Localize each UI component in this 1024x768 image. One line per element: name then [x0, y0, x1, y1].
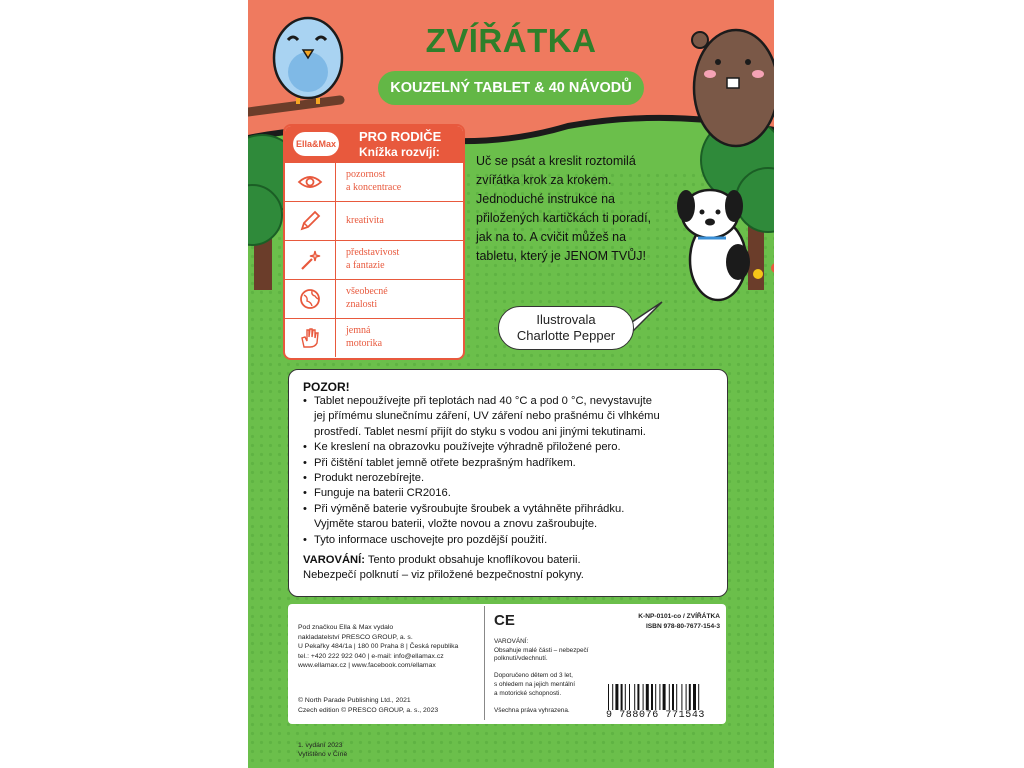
imprint-panel — [288, 604, 726, 759]
skill-label: kreativita — [346, 215, 384, 226]
copyright-lines: © North Parade Publishing Ltd., 2021 Czech edition © PRESCO GROUP, a. s., 2023 — [298, 697, 439, 714]
illustrator-credit: Ilustrovala Charlotte Pepper — [516, 312, 616, 343]
magic-wand-icon — [285, 241, 336, 279]
warning-item: • Tablet nepoužívejte při teplotách nad 40 °C a pod 0 °C, nevystavujte jej přímému slunečnímu záření, UV záření nebo prašnému či vlhkému prostředí. Tablet nesmí přijít do styku s vodou ani jinými tekutinami. — [303, 394, 721, 440]
intro-text: Uč se psát a kreslit roztomilá zvířátka krok za krokem. Jednoduché instrukce na přiložených kartičkách ti poradí, jak na to. A cvičit můžeš na tabletu, který je JENOM TVŮJ! — [476, 154, 652, 263]
skill-label: všeobecné znalosti — [346, 286, 388, 310]
warning-item: • Při výměně baterie vyšroubujte šroubek a vytáhněte přihrádku. Vyjměte starou baterii, vložte novou a znovu zašroubujte. — [303, 502, 721, 533]
skill-label: představivost a fantazie — [346, 247, 400, 271]
barcode-bars — [606, 684, 720, 710]
book-cover — [248, 0, 774, 768]
eye-icon — [285, 163, 336, 201]
parents-panel-header — [285, 126, 463, 162]
parents-subheading: Knížka rozvíjí: — [359, 145, 440, 159]
warning-label: VAROVÁNÍ: — [303, 554, 365, 566]
skill-label: pozornost a koncentrace — [346, 169, 402, 193]
warning-item: • Produkt nerozebírejte. — [303, 471, 721, 486]
warning-title: POZOR! — [303, 380, 350, 394]
barcode — [606, 684, 720, 720]
pencil-icon — [285, 202, 336, 240]
illustrator-bubble — [498, 306, 634, 350]
product-code: K-NP-0101-co / ZVÍŘÁTKA ISBN 978-80-7677-154-3 — [638, 613, 720, 630]
skill-row — [285, 240, 463, 279]
publisher-info — [298, 614, 478, 768]
barcode-number: 9 788076 771543 — [606, 710, 706, 721]
safety-info: VAROVÁNÍ: Obsahuje malé části – nebezpečí polknutí/vdechnutí. Doporučeno dětem od 3 let, s ohledem na jejich mentální a motorické schopnosti. Všechna práva vyhrazena. — [494, 638, 589, 714]
publisher-lines: Pod značkou Ella & Max vydalo nakladatelství PRESCO GROUP, a. s. U Pekařky 484/1a | 180 00 Praha 8 | Česká republika tel.: +420 222 922 040 | e-mail: info@ellamax.cz www.ellamax.cz | www.facebook.com/ellamax — [298, 624, 459, 670]
battery-warning — [303, 553, 721, 584]
warning-note-text: Tento produkt obsahuje knoflíkovou baterii. Nebezpečí polknutí – viz přiložené bezpečnostní pokyny. — [303, 554, 584, 582]
skill-row — [285, 201, 463, 240]
brand-logo: Ella&Max — [293, 132, 339, 156]
skill-label: jemná motorika — [346, 325, 383, 349]
ce-mark: CE — [494, 612, 515, 629]
book-title: ZVÍŘÁTKA — [425, 22, 597, 59]
hand-icon — [285, 319, 336, 357]
warning-item: • Při čištění tablet jemně otřete bezprašným hadříkem. — [303, 456, 721, 471]
warning-item: • Ke kreslení na obrazovku používejte výhradně přiložené pero. — [303, 440, 721, 455]
skill-row — [285, 162, 463, 201]
parents-heading: PRO RODIČE — [359, 129, 442, 144]
skill-row — [285, 318, 463, 357]
warning-list — [303, 394, 721, 548]
warning-item: • Tyto informace uschovejte pro pozdější použití. — [303, 533, 721, 548]
skill-row — [285, 279, 463, 318]
divider — [484, 606, 485, 720]
edition-lines: 1. vydání 2023 Vytištěno v Číně — [298, 741, 348, 759]
globe-icon — [285, 280, 336, 318]
parents-panel — [283, 124, 465, 360]
subtitle-banner: KOUZELNÝ TABLET & 40 NÁVODŮ — [378, 71, 644, 105]
safety-warning-box — [288, 369, 728, 597]
warning-item: • Funguje na baterii CR2016. — [303, 486, 721, 501]
